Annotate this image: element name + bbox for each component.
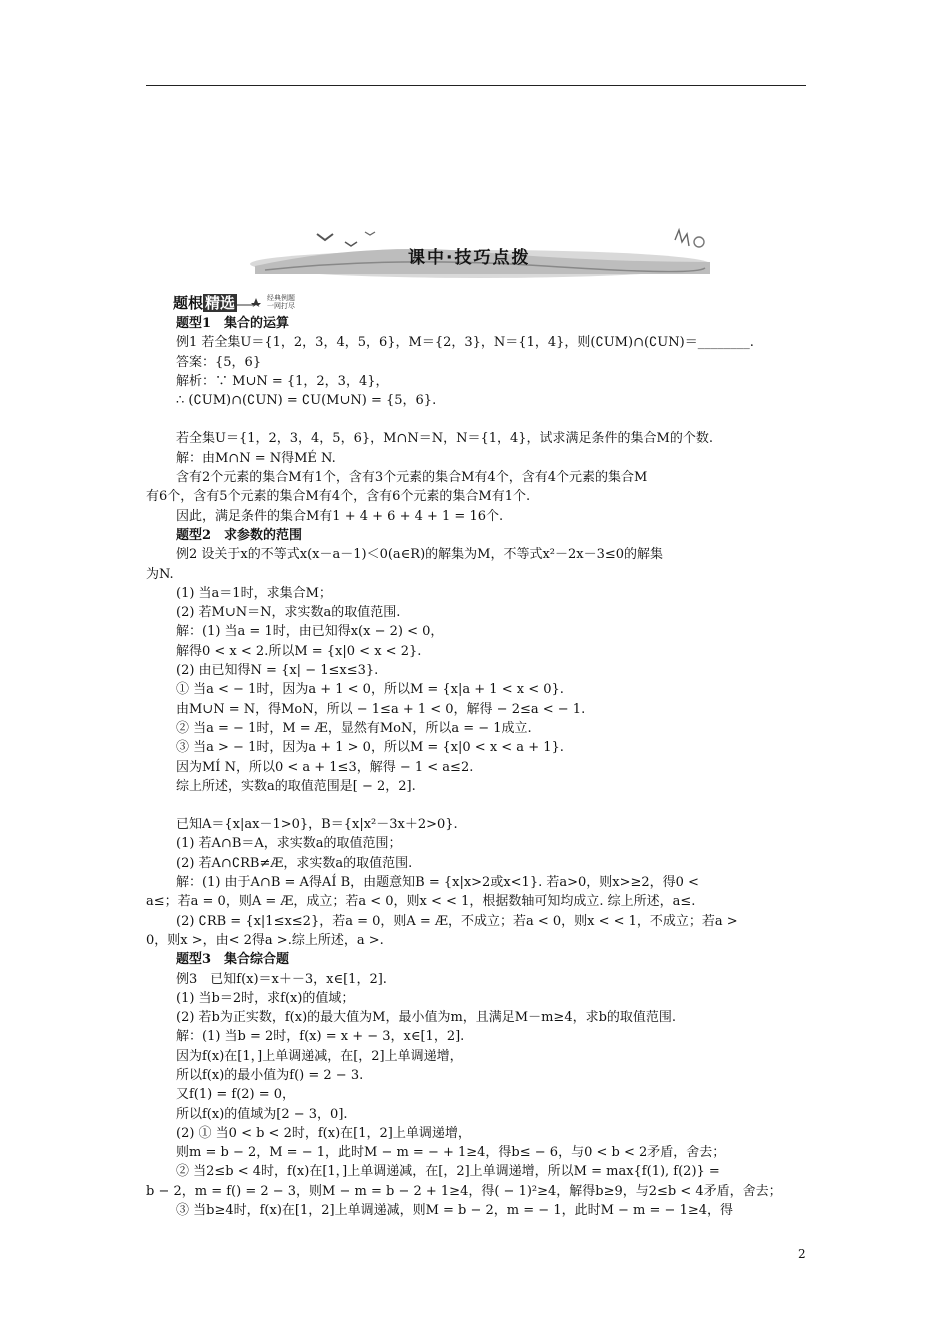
- tag-main: 题根: [173, 293, 204, 312]
- header-rule: [146, 85, 806, 86]
- text-line: 题型2 求参数的范围: [176, 527, 303, 543]
- text-line: b − 2，m = f() = 2 − 3，则M − m = b − 2 + 1≥4，得( − 1)²≥4，解得b≥9，与2≤b < 4矛盾，舍去；: [146, 1183, 782, 1199]
- text-line: (2) 若A∩∁RB≠Æ，求实数a的取值范围.: [176, 855, 413, 871]
- star-icon: [237, 297, 261, 307]
- text-line: 已知A＝{x|ax－1>0}，B＝{x|x²－3x＋2>0}.: [176, 817, 458, 833]
- text-line: 因此，满足条件的集合M有1 + 4 + 6 + 4 + 1 = 16个.: [176, 508, 504, 524]
- text-line: 解得0 < x < 2.所以M = {x|0 < x < 2}.: [176, 643, 422, 659]
- text-line: (2) ① 当0 < b < 2时，f(x)在[1，2]上单调递增，: [176, 1125, 471, 1141]
- text-line: 解析：∵ M∪N = {1，2，3，4}，: [176, 373, 389, 389]
- text-line: 所以f(x)的最小值为f() = 2 − 3.: [176, 1067, 364, 1083]
- page-number: 2: [798, 1247, 806, 1261]
- text-line: 又f(1) = f(2) = 0，: [176, 1087, 296, 1103]
- text-line: 综上所述，实数a的取值范围是[ − 2，2].: [176, 778, 416, 794]
- text-line: (2) ∁RB = {x|1≤x≤2}，若a = 0，则A = Æ，不成立；若a < 0，则x < < 1，不成立；若a >: [176, 913, 738, 929]
- text-line: 例2 设关于x的不等式x(x－a－1)＜0(a∈R)的解集为M，不等式x²－2x－3≤0的解集: [176, 547, 664, 563]
- text-line: 解：(1) 当b = 2时，f(x) = x + − 3，x∈[1，2].: [176, 1029, 465, 1045]
- text-line: (2) 若M∪N＝N，求实数a的取值范围.: [176, 605, 401, 621]
- text-line: ∴ (∁UM)∩(∁UN) = ∁U(M∪N) = {5，6}.: [176, 393, 437, 409]
- text-line: 解：(1) 由于A∩B = A得AÍ B，由题意知B = {x|x>2或x<1}. 若a>0，则x>≥2，得0 <: [176, 875, 699, 891]
- text-line: 若全集U＝{1，2，3，4，5，6}，M∩N＝N，N＝{1，4}，试求满足条件的集合M的个数.: [176, 431, 713, 447]
- text-line: (1) 若A∩B＝A，求实数a的取值范围；: [176, 836, 402, 852]
- text-line: ③ 当a > − 1时，因为a + 1 > 0，所以M = {x|0 < x < a + 1}.: [176, 740, 564, 756]
- text-line: (1) 当b＝2时，求f(x)的值域；: [176, 990, 355, 1006]
- text-line: 例3 已知f(x)＝x＋－3，x∈[1，2].: [176, 971, 387, 987]
- text-line: 含有2个元素的集合M有1个，含有3个元素的集合M有4个，含有4个元素的集合M: [176, 470, 648, 486]
- text-line: 所以f(x)的值域为[2 − 3，0].: [176, 1106, 348, 1122]
- text-line: 0，则x >，由< 2得a >.综上所述，a >.: [146, 932, 384, 948]
- tag-note-2: 一网打尽: [267, 302, 296, 310]
- text-line: ③ 当b≥4时，f(x)在[1，2]上单调递减，则M = b − 2，m = − 1，此时M − m = − 1≥4，得: [176, 1203, 734, 1219]
- text-line: 解：(1) 当a = 1时，由已知得x(x − 2) < 0，: [176, 624, 444, 640]
- text-line: 答案：{5，6}: [176, 354, 262, 370]
- banner-title: 课中·技巧点拨: [408, 248, 531, 268]
- plant-icon: [675, 230, 689, 246]
- text-line: (2) 由已知得N = {x| − 1≤x≤3}.: [176, 663, 379, 679]
- text-line: 例1 若全集U＝{1，2，3，4，5，6}，M＝{2，3}，N＝{1，4}，则(∁UM)∩(∁UN)＝________.: [176, 335, 754, 351]
- text-line: 因为f(x)在[1，]上单调递减，在[，2]上单调递增，: [176, 1048, 463, 1064]
- bird-icon: [317, 234, 333, 240]
- tag-note-1: 经典例题: [267, 294, 296, 302]
- text-line: a≤；若a = 0，则A = Æ，成立；若a < 0，则x < < 1，根据数轴可知均成立. 综上所述，a≤.: [146, 894, 696, 910]
- text-line: (2) 若b为正实数，f(x)的最大值为M，最小值为m，且满足M－m≥4，求b的取值范围.: [176, 1010, 677, 1026]
- text-line: ② 当2≤b < 4时，f(x)在[1，]上单调递减，在[，2]上单调递增，所以M = max{f(1), f(2)} =: [176, 1164, 720, 1180]
- section-tag: [173, 290, 295, 314]
- document-body: [146, 314, 808, 1220]
- text-line: ① 当a < − 1时，因为a + 1 < 0，所以M = {x|a + 1 < x < 0}.: [176, 682, 564, 698]
- text-line: 有6个，含有5个元素的集合M有4个，含有6个元素的集合M有1个.: [146, 489, 531, 505]
- bird-icon: [345, 242, 357, 246]
- text-line: 则m = b − 2，M = − 1，此时M − m = − + 1≥4，得b≤ − 6，与0 < b < 2矛盾，舍去；: [176, 1145, 726, 1161]
- text-line: 因为MÍ N，所以0 < a + 1≤3，解得 − 1 < a≤2.: [176, 759, 474, 775]
- text-line: 由M∪N = N，得MoN，所以 − 1≤a + 1 < 0，解得 − 2≤a < − 1.: [176, 701, 586, 717]
- text-line: ② 当a = − 1时，M = Æ，显然有MoN，所以a = − 1成立.: [176, 720, 532, 736]
- text-line: 解：由M∩N = N得MÉ N.: [176, 450, 336, 466]
- text-line: 题型1 集合的运算: [176, 316, 290, 331]
- text-line: (1) 当a＝1时，求集合M；: [176, 585, 332, 601]
- bird-icon: [365, 232, 375, 235]
- text-line: 题型3 集合综合题: [176, 952, 290, 968]
- text-line: 为N.: [146, 566, 174, 582]
- text-line: [146, 796, 808, 815]
- tag-highlight: 精选: [205, 293, 236, 312]
- text-line: [146, 410, 808, 429]
